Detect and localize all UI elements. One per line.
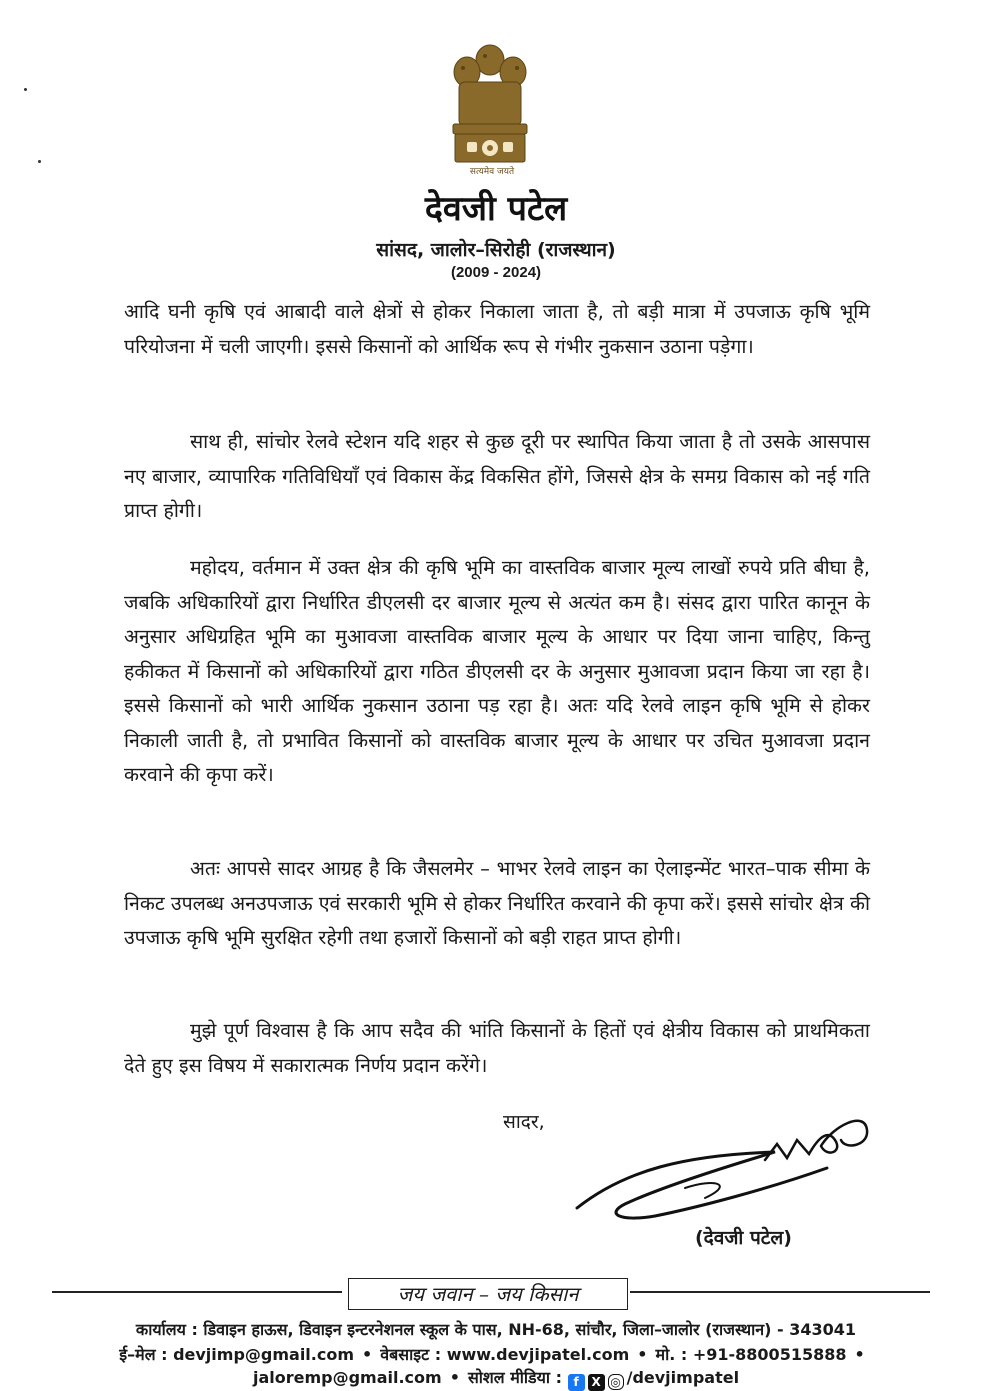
footer-office-address: कार्यालय : डिवाइन हाऊस, डिवाइन इन्टरनेशनल स्कूल के पास, NH-68, सांचौर, जिला–जालोर (राजस्थान) - 343041 (135, 1320, 857, 1339)
footer-email[interactable]: ई–मेल : devjimp@gmail.com (119, 1345, 355, 1364)
footer-mobile: मो. : +91-8800515888 (655, 1345, 847, 1364)
footer-social-label: सोशल मीडिया : (467, 1368, 563, 1387)
x-icon[interactable]: X (588, 1374, 605, 1391)
footer-slogan: जय जवान – जय किसान (348, 1278, 628, 1310)
signatory-name: (देवजी पटेल) (695, 1227, 792, 1249)
footer-social-handle[interactable]: /devjimpatel (626, 1368, 740, 1387)
letter-paragraph: महोदय, वर्तमान में उक्त क्षेत्र की कृषि भूमि का वास्तविक बाजार मूल्य लाखों रुपये प्रति बीघा है, जबकि अधिकारियों द्वारा निर्धारित डीएलसी दर बाजार मूल्य से अत्यंत कम है। संसद द्वारा पारित कानून के अनुसार अधिग्रहित भूमि का मुआवजा वास्तविक बाजार मूल्य के आधार पर दिया जाना चाहिए, किन्तु हकीकत में किसानों को अधिकारियों द्वारा गठित डीएलसी दर के अनुसार मुआवजा प्रदान किया जा रहा है। इससे किसानों को भारी आर्थिक नुकसान उठाना पड़ रहा है। अतः यदि रेलवे लाइन कृषि भूमि से होकर निकाली जाती है, तो प्रभावित किसानों को वास्तविक बाजार मूल्य के आधार पर उचित मुआवजा प्रदान करवाने की कृपा करें। (124, 556, 870, 786)
footer-contact-line: ई–मेल : devjimp@gmail.com • वेबसाइट : www.devjipatel.com • मो. : +91-8800515888 • (119, 1345, 865, 1364)
instagram-icon[interactable]: ◎ (608, 1374, 624, 1390)
closing-salutation: सादर, (503, 1111, 545, 1133)
speck (24, 88, 27, 91)
emblem-motto: सत्यमेव जयते (469, 167, 515, 177)
footer-social-line: jaloremp@gmail.com • सोशल मीडिया : f X ◎ /devjimpatel (252, 1368, 740, 1389)
letter-paragraph: मुझे पूर्ण विश्वास है कि आप सदैव की भांति किसानों के हितों एवं क्षेत्रीय विकास को प्राथमिकता देते हुए इस विषय में सकारात्मक निर्णय प्रदान करेंगे। (124, 1019, 870, 1077)
letterhead-tenure: (2009 - 2024) (450, 264, 542, 281)
letterhead-designation: सांसद, जालोर–सिरोही (राजस्थान) (376, 239, 616, 261)
speck (38, 160, 41, 163)
footer-divider (52, 1291, 342, 1293)
letterhead-name: देवजी पटेल (424, 189, 568, 229)
handwritten-signature (565, 1100, 885, 1230)
letter-paragraph: अतः आपसे सादर आग्रह है कि जैसलमेर – भाभर रेलवे लाइन का ऐलाइन्मेंट भारत–पाक सीमा के निकट उपलब्ध अनउपजाऊ एवं सरकारी भूमि से होकर निर्धारित करवाने की कृपा करें। इससे सांचोर क्षेत्र की उपजाऊ कृषि भूमि सुरक्षित रहेगी तथा हजारों किसानों को बड़ी राहत प्राप्त होगी। (124, 857, 870, 949)
letter-paragraph: आदि घनी कृषि एवं आबादी वाले क्षेत्रों से होकर निकाला जाता है, तो बड़ी मात्रा में उपजाऊ कृषि भूमि परियोजना में चली जाएगी। इससे किसानों को आर्थिक रूप से गंभीर नुकसान उठाना पड़ेगा। (124, 300, 870, 358)
facebook-icon[interactable]: f (568, 1374, 585, 1391)
footer-divider (630, 1291, 930, 1293)
footer-website[interactable]: वेबसाइट : www.devjipatel.com (380, 1345, 630, 1364)
national-emblem-icon (445, 38, 535, 178)
letter-paragraph: साथ ही, सांचोर रेलवे स्टेशन यदि शहर से कुछ दूरी पर स्थापित किया जाता है तो उसके आसपास नए बाजार, व्यापारिक गतिविधियाँ एवं विकास केंद्र विकसित होंगे, जिससे क्षेत्र के समग्र विकास को नई गति प्राप्त होगी। (124, 430, 870, 522)
footer-email-secondary[interactable]: jaloremp@gmail.com (252, 1368, 442, 1387)
